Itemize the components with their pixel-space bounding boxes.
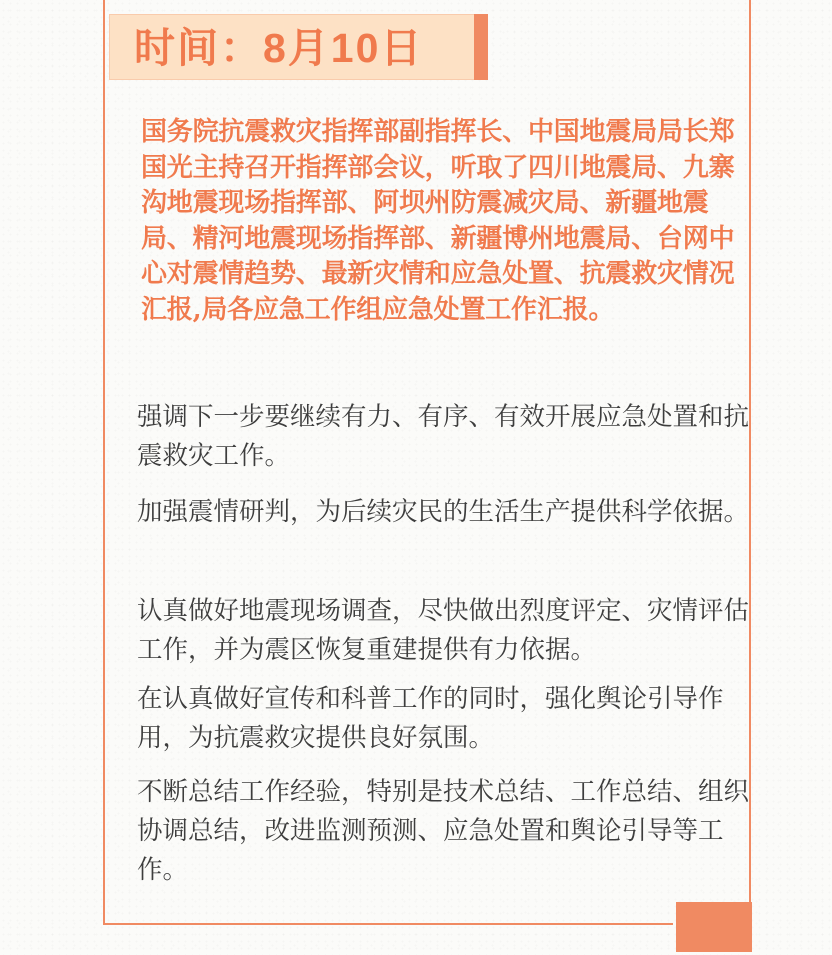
lead-paragraph: 国务院抗震救灾指挥部副指挥长、中国地震局局长郑国光主持召开指挥部会议，听取了四川地震局、九寨沟地震现场指挥部、阿坝州防震减灾局、新疆地震局、精河地震现场指挥部、新疆博州地震局、台网中心对震情趋势、最新灾情和应急处置、抗震救灾情况汇报,局各应急工作组应急处置工作汇报。 — [141, 117, 735, 325]
frame-left-border — [103, 0, 105, 925]
body-paragraph-1: 强调下一步要继续有力、有序、有效开展应急处置和抗震救灾工作。 — [137, 403, 750, 470]
body-paragraph-2: 加强震情研判，为后续灾民的生活生产提供科学依据。 — [137, 498, 750, 526]
frame-right-border — [749, 0, 751, 902]
body-paragraph-3: 认真做好地震现场调查，尽快做出烈度评定、灾情评估工作，并为震区恢复重建提供有力依据。 — [137, 597, 750, 664]
date-heading: 时间：8月10日 — [134, 25, 424, 71]
date-banner-accent-bar — [474, 14, 488, 80]
body-paragraph-4: 在认真做好宣传和科普工作的同时，强化舆论引导作用，为抗震救灾提供良好氛围。 — [137, 685, 724, 752]
body-paragraph-5: 不断总结工作经验，特别是技术总结、工作总结、组织协调总结，改进监测预测、应急处置和舆论引导等工作。 — [137, 778, 750, 884]
corner-decoration — [676, 902, 752, 952]
frame-bottom-border — [103, 923, 673, 925]
